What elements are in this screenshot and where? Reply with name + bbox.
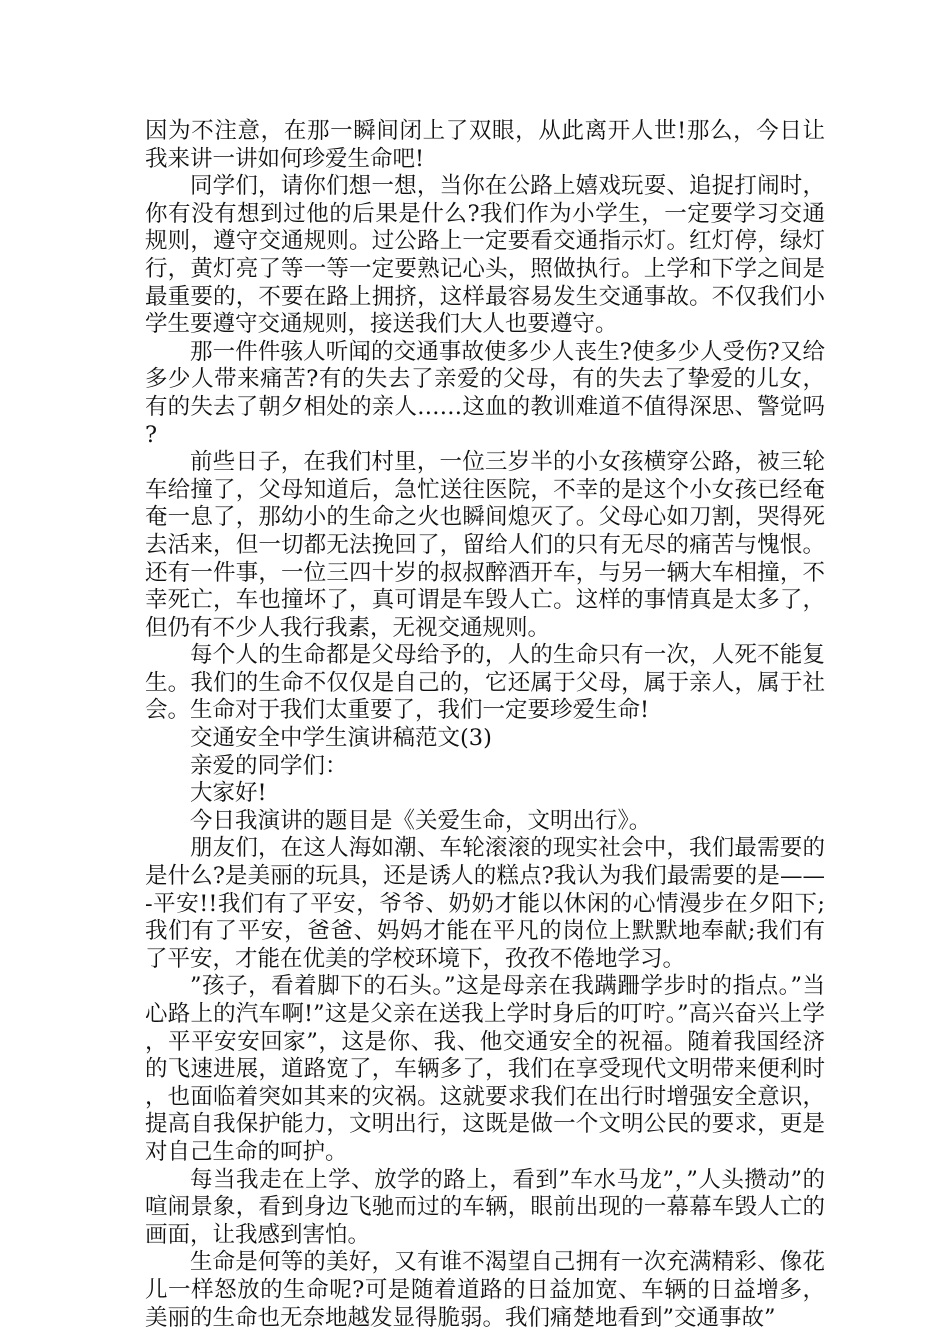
paragraph-10: 朋友们，在这人海如潮、车轮滚滚的现实社会中，我们最需要的是什么?是美丽的玩具，还是诱人的糕点?我认为我们最需要的是——-平安!!我们有了平安，爷爷、奶奶才能以休闲的心情漫步在夕阳下;我们有了平安，爸爸、妈妈才能在平凡的岗位上默默地奉献;我们有了平安，才能在优美的学校环境下，孜孜不倦地学习。 xyxy=(145,835,825,972)
paragraph-11: ”孩子，看着脚下的石头。”这是母亲在我蹒跚学步时的指点。”当心路上的汽车啊!”这是父亲在送我上学时身后的叮咛。”高兴奋兴上学，平平安安回家”，这是你、我、他交通安全的祝福。随着我国经济的飞速进展，道路宽了，车辆多了，我们在享受现代文明带来便利时，也面临着突如其来的灾祸。这就要求我们在出行时增强安全意识，提高自我保护能力，文明出行，这既是做一个文明公民的要求，更是对自己生命的呵护。 xyxy=(145,973,825,1165)
paragraph-5: 每个人的生命都是父母给予的，人的生命只有一次，人死不能复生。我们的生命不仅仅是自己的，它还属于父母，属于亲人，属于社会。生命对于我们太重要了，我们一定要珍爱生命! xyxy=(145,642,825,724)
paragraph-1: 因为不注意，在那一瞬间闭上了双眼，从此离开人世!那么，今日让我来讲一讲如何珍爱生命吧! xyxy=(145,118,825,172)
salutation: 亲爱的同学们： xyxy=(190,752,348,779)
speech-topic: 今日我演讲的题目是《关爱生命，文明出行》。 xyxy=(190,807,652,834)
paragraph-13: 生命是何等的美好，又有谁不渴望自己拥有一次充满精彩、像花儿一样怒放的生命呢?可是随着道路的日益加宽、车辆的日益增多，美丽的生命也无奈地越发显得脆弱。我们痛楚地看到”交通事故” xyxy=(145,1249,825,1331)
document-body xyxy=(145,118,825,1332)
paragraph-12: 每当我走在上学、放学的路上，看到”车水马龙”，”人头攒动”的喧闹景象，看到身边飞驰而过的车辆，眼前出现的一幕幕车毁人亡的画面，让我感到害怕。 xyxy=(145,1166,825,1248)
paragraph-4: 前些日子，在我们村里，一位三岁半的小女孩横穿公路，被三轮车给撞了，父母知道后，急忙送往医院，不幸的是这个小女孩已经奄奄一息了，那幼小的生命之火也瞬间熄灭了。父母心如刀割，哭得死去活来，但一切都无法挽回了，留给人们的只有无尽的痛苦与愧恨。还有一件事，一位三四十岁的叔叔醉酒开车，与另一辆大车相撞，不幸死亡，车也撞坏了，真可谓是车毁人亡。这样的事情真是太多了，但仍有不少人我行我素，无视交通规则。 xyxy=(145,449,825,641)
paragraph-2: 同学们，请你们想一想，当你在公路上嬉戏玩耍、追捉打闹时，你有没有想到过他的后果是什么?我们作为小学生，一定要学习交通规则，遵守交通规则。过公路上一定要看交通指示灯。红灯停，绿灯行，黄灯亮了等一等一定要熟记心头，照做执行。上学和下学之间是最重要的，不要在路上拥挤，这样最容易发生交通事故。不仅我们小学生要遵守交通规则，接送我们大人也要遵守。 xyxy=(145,173,825,338)
greeting: 大家好! xyxy=(190,780,267,807)
section-title: 交通安全中学生演讲稿范文(3) xyxy=(190,725,492,752)
paragraph-3: 那一件件骇人听闻的交通事故使多少人丧生?使多少人受伤?又给多少人带来痛苦?有的失去了亲爱的父母，有的失去了挚爱的儿女，有的失去了朝夕相处的亲人……这血的教训难道不值得深思、警觉吗? xyxy=(145,338,825,448)
